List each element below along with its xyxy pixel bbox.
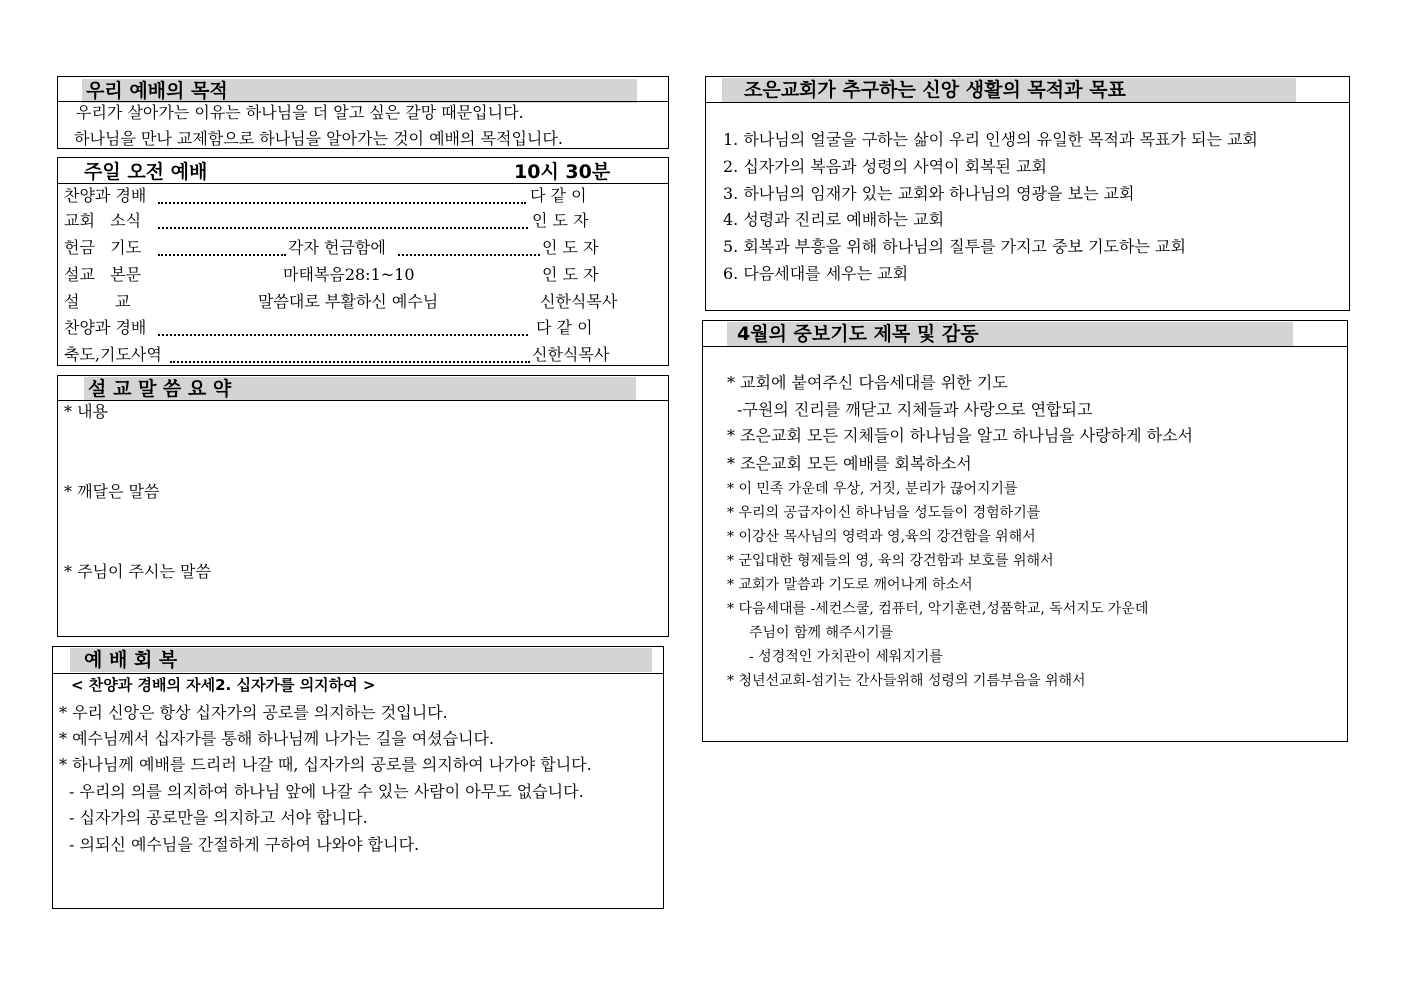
recovery-subtitle: < 찬양과 경배의 자세2. 십자가를 의지하여 > [71, 676, 376, 694]
sermon-item: * 깨달은 말씀 [64, 482, 160, 501]
prayer-line: * 청년선교회-섬기는 간사들위해 성령의 기름부음을 위해서 [727, 673, 1086, 689]
goal-item: 3. 하나님의 임재가 있는 교회와 하나님의 영광을 보는 교회 [723, 184, 1135, 203]
service-row-label: 찬양과 경배 [64, 186, 147, 205]
service-box [57, 157, 669, 366]
goal-item: 1. 하나님의 얼굴을 구하는 삶이 우리 인생의 유일한 목적과 목표가 되는 교회 [723, 130, 1258, 149]
service-row-label: 찬양과 경배 [64, 318, 147, 337]
service-row-leader: 신한식목사 [532, 345, 610, 364]
goals-title: 조은교회가 추구하는 신앙 생활의 목적과 목표 [722, 78, 1296, 102]
recovery-line: - 우리의 의를 의지하여 하나님 앞에 나갈 수 있는 사람이 아무도 없습니다. [69, 782, 584, 801]
sermon-item: * 내용 [64, 402, 108, 421]
service-row-detail: 마태복음28:1~10 [283, 265, 415, 284]
service-row-detail: 각자 헌금함에 [288, 238, 386, 257]
prayer-line: -구원의 진리를 깨닫고 지체들과 사랑으로 연합되고 [737, 400, 1093, 419]
service-time: 10시 30분 [514, 161, 611, 183]
service-row-leader: 인 도 자 [532, 211, 589, 230]
prayer-line: * 교회에 붙여주신 다음세대를 위한 기도 [727, 373, 1008, 392]
service-row-label: 설 교 [64, 292, 131, 311]
sermon-item: * 주님이 주시는 말씀 [64, 562, 211, 581]
sermon-box [57, 375, 669, 637]
recovery-line: * 하나님께 예배를 드리러 나갈 때, 십자가의 공로를 의지하여 나가야 합니다. [59, 755, 592, 774]
goal-item: 4. 성령과 진리로 예배하는 교회 [723, 210, 945, 229]
sermon-title: 설 교 말 씀 요 약 [84, 377, 636, 401]
purpose-line: 우리가 살아가는 이유는 하나님을 더 알고 싶은 갈망 때문입니다. [76, 103, 524, 122]
prayer-line: * 이강산 목사님의 영력과 영,육의 강건함을 위해서 [727, 529, 1036, 545]
recovery-title: 예 배 회 복 [70, 648, 652, 672]
prayer-box [702, 320, 1348, 742]
prayer-line: * 다음세대를 -세컨스쿨, 컴퓨터, 악기훈련,성품학교, 독서지도 가운데 [727, 601, 1149, 617]
recovery-box [52, 646, 664, 909]
recovery-line: * 예수님께서 십자가를 통해 하나님께 나가는 길을 여셨습니다. [59, 729, 495, 748]
purpose-box [57, 76, 669, 149]
service-row-label: 설교 본문 [64, 265, 142, 284]
purpose-line: 하나님을 만나 교제함으로 하나님을 알아가는 것이 예배의 목적입니다. [74, 129, 563, 148]
prayer-line: 주님이 함께 해주시기를 [749, 625, 894, 641]
prayer-title: 4월의 중보기도 제목 및 감동 [727, 322, 1293, 346]
service-row-leader: 신한식목사 [540, 292, 618, 311]
prayer-line: * 우리의 공급자이신 하나님을 성도들이 경험하기를 [727, 505, 1041, 521]
service-title: 주일 오전 예배 [84, 161, 208, 183]
service-row-label: 축도,기도사역 [64, 345, 162, 364]
goals-box [705, 76, 1350, 311]
prayer-line: * 조은교회 모든 예배를 회복하소서 [727, 454, 972, 473]
service-row-label: 헌금 기도 [64, 238, 142, 257]
prayer-line: * 조은교회 모든 지체들이 하나님을 알고 하나님을 사랑하게 하소서 [727, 426, 1194, 445]
goal-item: 2. 십자가의 복음과 성령의 사역이 회복된 교회 [723, 157, 1047, 176]
recovery-line: * 우리 신앙은 항상 십자가의 공로를 의지하는 것입니다. [59, 703, 448, 722]
prayer-line: - 성경적인 가치관이 세워지기를 [749, 649, 943, 665]
prayer-line: * 교회가 말씀과 기도로 깨어나게 하소서 [727, 577, 973, 593]
recovery-line: - 십자가의 공로만을 의지하고 서야 합니다. [69, 808, 368, 827]
prayer-line: * 이 민족 가운데 우상, 거짓, 분리가 끊어지기를 [727, 481, 1018, 497]
goal-item: 5. 회복과 부흥을 위해 하나님의 질투를 가지고 중보 기도하는 교회 [723, 237, 1186, 256]
service-row-leader: 인 도 자 [542, 238, 599, 257]
service-row-leader: 인 도 자 [542, 265, 599, 284]
service-row-detail: 말씀대로 부활하신 예수님 [258, 292, 439, 311]
goal-item: 6. 다음세대를 세우는 교회 [723, 264, 909, 283]
prayer-line: * 군입대한 형제들의 영, 육의 강건함과 보호를 위해서 [727, 553, 1054, 569]
purpose-title: 우리 예배의 목적 [82, 79, 637, 103]
recovery-line: - 의되신 예수님을 간절하게 구하여 나와야 합니다. [69, 835, 420, 854]
service-row-leader: 다 같 이 [536, 318, 593, 337]
service-row-leader: 다 같 이 [530, 186, 587, 205]
service-row-label: 교회 소식 [64, 211, 142, 230]
